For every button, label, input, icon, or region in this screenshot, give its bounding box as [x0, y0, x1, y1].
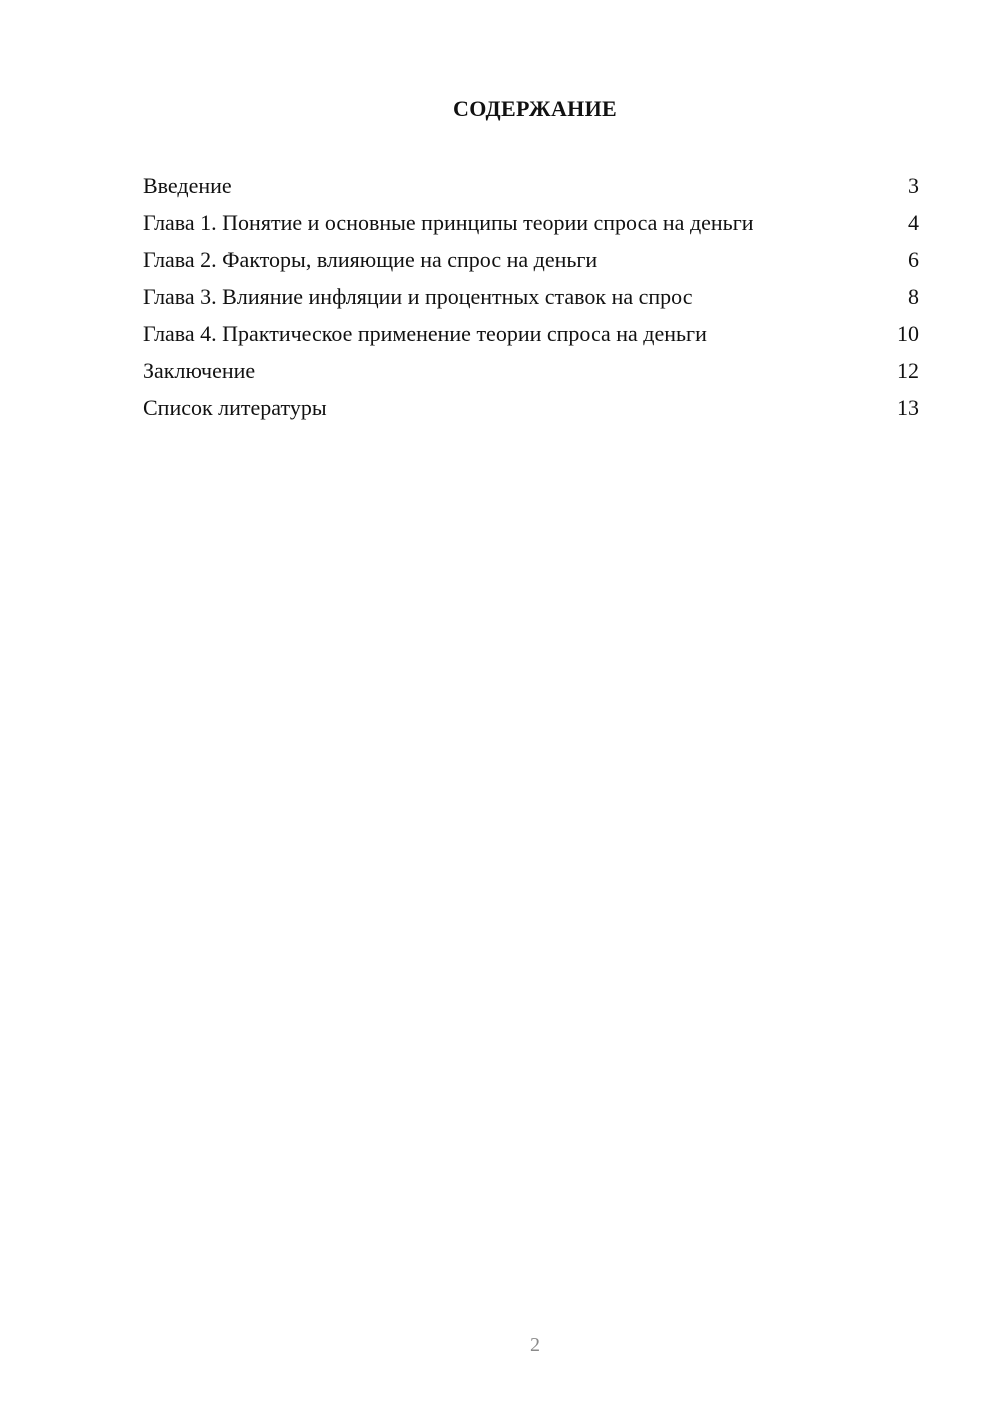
toc-entry-page: 13	[897, 395, 919, 420]
toc-entry-page: 4	[908, 210, 919, 235]
table-of-contents	[143, 172, 919, 431]
toc-entry-text: Глава 2. Факторы, влияющие на спрос на деньги	[143, 247, 598, 272]
toc-entry-chapter-3	[143, 283, 919, 310]
toc-entry-page: 8	[908, 284, 919, 309]
page-number: 2	[530, 1334, 540, 1356]
toc-entry-text: Список литературы	[143, 395, 327, 420]
toc-entry-chapter-4	[143, 320, 919, 347]
toc-entry-chapter-1	[143, 209, 919, 236]
toc-title: СОДЕРЖАНИЕ	[453, 96, 617, 121]
toc-entry-introduction	[143, 172, 919, 199]
toc-entry-conclusion	[143, 357, 919, 384]
toc-entry-chapter-2	[143, 246, 919, 273]
toc-entry-text: Глава 4. Практическое применение теории спроса на деньги	[143, 321, 707, 346]
toc-entry-page: 12	[897, 358, 919, 383]
toc-entry-text: Глава 3. Влияние инфляции и процентных ставок на спрос	[143, 284, 693, 309]
toc-entry-text: Заключение	[143, 358, 256, 383]
toc-entry-text: Глава 1. Понятие и основные принципы теории спроса на деньги	[143, 210, 754, 235]
toc-entry-text: Введение	[143, 173, 232, 198]
toc-entry-references	[143, 394, 919, 421]
toc-entry-page: 3	[908, 173, 919, 198]
toc-entry-page: 6	[908, 247, 919, 272]
toc-entry-page: 10	[897, 321, 919, 346]
